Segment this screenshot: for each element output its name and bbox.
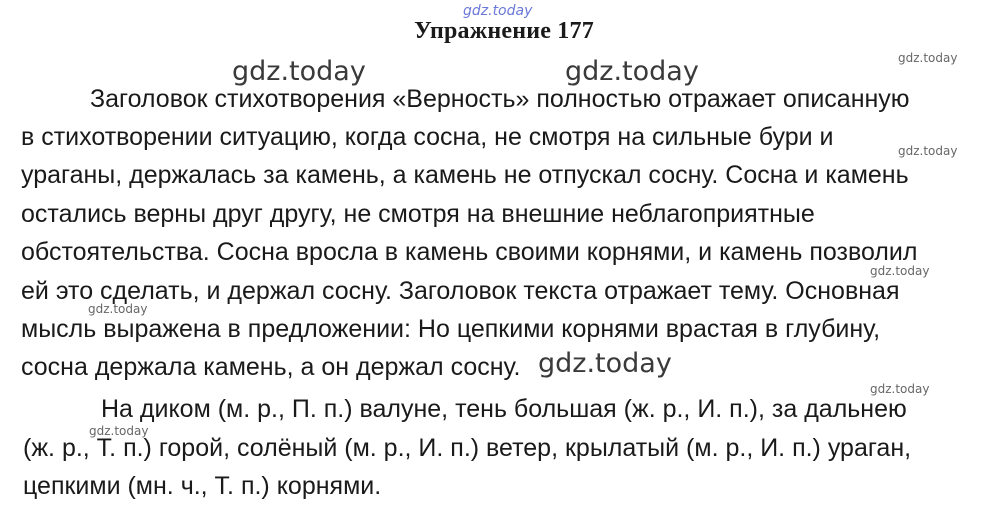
watermark: gdz.today xyxy=(870,264,930,278)
watermark: gdz.today xyxy=(565,56,699,87)
paragraph1-line: обстоятельства. Сосна вросла в камень своими корнями, и камень позволил xyxy=(21,238,918,266)
watermark: gdz.today xyxy=(898,51,958,65)
paragraph1-line: в стихотворении ситуацию, когда сосна, не смотря на сильные бури и xyxy=(21,123,834,151)
exercise-title: Упражнение 177 xyxy=(414,18,594,44)
watermark: gdz.today xyxy=(89,424,149,438)
watermark: gdz.today xyxy=(538,348,672,379)
paragraph2-line: (ж. р., Т. п.) горой, солёный (м. р., И. п.) ветер, крылатый (м. р., И. п.) ураган, xyxy=(23,434,912,462)
watermark: gdz.today xyxy=(870,382,930,396)
paragraph1-line: мысль выражена в предложении: Но цепкими корнями врастая в глубину, xyxy=(21,315,881,343)
paragraph1-line: ураганы, держалась за камень, а камень не отпускал сосну. Сосна и камень xyxy=(21,161,909,189)
watermark-top: gdz.today xyxy=(463,3,533,19)
paragraph1-line: ей это сделать, и держал сосну. Заголовок текста отражает тему. Основная xyxy=(21,277,900,305)
watermark: gdz.today xyxy=(88,302,148,316)
paragraph1-line: остались верны друг другу, не смотря на внешние неблагоприятные xyxy=(21,200,815,228)
paragraph2-line: цепкими (мн. ч., Т. п.) корнями. xyxy=(23,472,382,500)
paragraph2-line: На диком (м. р., П. п.) валуне, тень большая (ж. р., И. п.), за дальнею xyxy=(101,395,907,423)
paragraph1-line: сосна держала камень, а он держал сосну. xyxy=(21,353,521,381)
watermark: gdz.today xyxy=(232,56,366,87)
watermark: gdz.today xyxy=(898,144,958,158)
paragraph1-line: Заголовок стихотворения «Верность» полностью отражает описанную xyxy=(90,85,910,113)
